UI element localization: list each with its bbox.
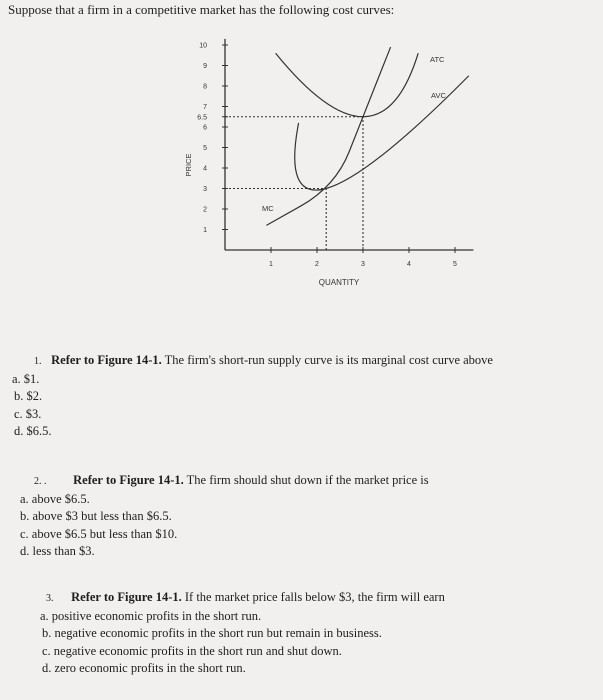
- atc-label: ATC: [430, 55, 445, 64]
- question-2-option-a[interactable]: a. above $6.5.: [20, 491, 90, 506]
- question-1-stem: [34, 352, 493, 371]
- y-tick-label-3: 3: [203, 186, 207, 193]
- y-tick-label-8: 8: [203, 83, 207, 91]
- question-3-text: If the market price falls below $3, the firm will earn: [181, 590, 445, 604]
- question-3-ref: Refer to Figure 14-1.: [71, 590, 182, 604]
- question-3-stem: [46, 589, 445, 608]
- question-1-text: The firm's short-run supply curve is its marginal cost curve above: [161, 353, 493, 367]
- cost-curves-figure: [0, 0, 603, 300]
- y-tick-label-4: 4: [203, 165, 207, 173]
- question-2-option-b[interactable]: b. above $3 but less than $6.5.: [20, 509, 172, 523]
- question-3-number: 3.: [46, 593, 54, 604]
- question-1-number: 1.: [34, 356, 42, 367]
- avc-label: AVC: [431, 91, 446, 100]
- y-tick-label-5: 5: [203, 145, 207, 152]
- x-axis-label: QUANTITY: [318, 278, 360, 287]
- question-2-ref: Refer to Figure 14-1.: [73, 473, 184, 487]
- x-tick-label-5: 5: [453, 261, 457, 268]
- question-1-ref: Refer to Figure 14-1.: [51, 353, 162, 367]
- x-tick-label-4: 4: [407, 261, 411, 268]
- mc-label: MC: [262, 204, 274, 213]
- question-2-text: The firm should shut down if the market price is: [183, 473, 429, 487]
- y-tick-label-6.5: 6.5: [197, 114, 207, 122]
- question-3-option-a[interactable]: a. positive economic profits in the short run.: [40, 608, 262, 623]
- x-tick-label-1: 1: [269, 261, 273, 268]
- question-2-option-d[interactable]: d. less than $3.: [20, 544, 95, 558]
- mc-curve: [266, 47, 390, 225]
- question-3-option-c[interactable]: c. negative economic profits in the short run and shut down.: [42, 643, 342, 658]
- y-tick-label-6: 6: [203, 124, 207, 132]
- question-2-option-c[interactable]: c. above $6.5 but less than $10.: [20, 526, 178, 541]
- y-tick-label-2: 2: [203, 206, 207, 214]
- y-tick-label-9: 9: [203, 63, 207, 70]
- question-1-option-c[interactable]: c. $3.: [14, 406, 42, 421]
- question-2-number: 2. .: [34, 476, 47, 487]
- question-3-option-d[interactable]: d. zero economic profits in the short run.: [42, 661, 246, 675]
- y-tick-label-10: 10: [199, 42, 207, 50]
- question-1-option-b[interactable]: b. $2.: [14, 389, 43, 403]
- intro-text: Suppose that a firm in a competitive market has the following cost curves:: [8, 2, 395, 17]
- question-1-option-a[interactable]: a. $1.: [12, 371, 40, 386]
- y-axis-label: PRICE: [184, 153, 193, 177]
- question-3-option-b[interactable]: b. negative economic profits in the short run but remain in business.: [42, 626, 382, 640]
- x-tick-label-2: 2: [315, 261, 319, 268]
- y-tick-label-7: 7: [203, 104, 207, 111]
- question-1: [12, 352, 493, 441]
- x-tick-label-3: 3: [361, 261, 365, 268]
- question-2-stem: [34, 472, 429, 491]
- question-1-option-d[interactable]: d. $6.5.: [14, 424, 52, 438]
- y-tick-label-1: 1: [203, 227, 207, 234]
- atc-curve: [276, 53, 419, 117]
- question-3: [40, 589, 445, 678]
- question-2: [20, 472, 429, 561]
